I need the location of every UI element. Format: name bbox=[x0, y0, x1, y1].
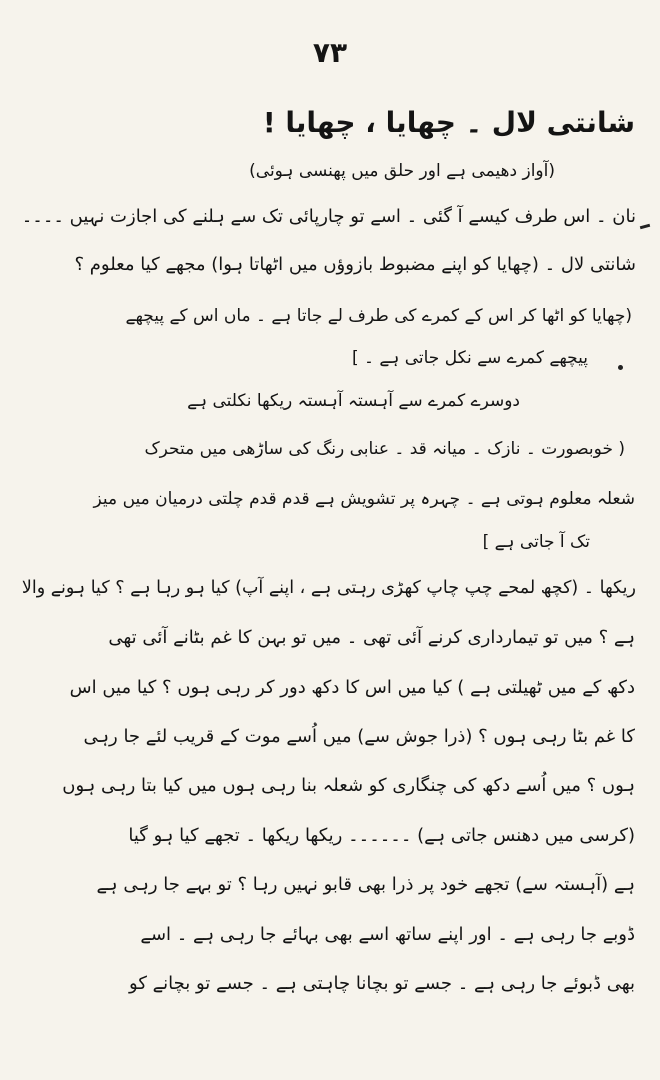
text-line-15: ہوں ؟ میں اُسے دکھ کی چنگاری کو شعلہ بنا رہی ہوں میں کیا بتا رہی ہوں bbox=[62, 775, 635, 796]
text-line-5: (چھایا کو اٹھا کر اس کے کمرے کی طرف لے جاتا ہے ۔ ماں اس کے پیچھے bbox=[125, 306, 632, 326]
text-line-3: نان ۔ اس طرف کیسے آ گئی ۔ اسے تو چارپائی تک سے ہلنے کی اجازت نہیں ۔۔۔۔ bbox=[21, 206, 636, 227]
text-line-9: شعلہ معلوم ہوتی ہے ۔ چہرہ پر تشویش ہے قدم قدم چلتی درمیان میں میز bbox=[93, 489, 635, 509]
text-line-8: ( خوبصورت ۔ نازک ۔ میانہ قد ۔ عنابی رنگ کی ساڑھی میں متحرک bbox=[144, 439, 625, 459]
text-line-6: پیچھے کمرے سے نکل جاتی ہے ۔ ] bbox=[351, 348, 588, 368]
text-line-4: شانتی لال ۔ (چھایا کو اپنے مضبوط بازوؤں میں اٹھاتا ہوا) مجھے کیا معلوم ؟ bbox=[74, 254, 636, 275]
text-line-2: (آواز دھیمی ہے اور حلق میں پھنسی ہوئی) bbox=[249, 161, 555, 181]
text-line-11: ریکھا ۔ (کچھ لمحے چپ چاپ کھڑی رہتی ہے ، اپنے آپ) کیا ہو رہا ہے ؟ کیا ہونے والا bbox=[21, 578, 636, 598]
text-line-17: ہے (آہستہ سے) تجھے خود پر ذرا بھی قابو نہیں رہا ؟ تو بہے جا رہی ہے bbox=[96, 874, 635, 895]
text-line-13: دکھ کے میں ٹھیلتی ہے ) کیا میں اس کا دکھ دور کر رہی ہوں ؟ کیا میں اس bbox=[69, 677, 635, 698]
text-line-18: ڈوبے جا رہی ہے ۔ اور اپنے ساتھ اسے بھی بہائے جا رہی ہے ۔ اسے bbox=[140, 924, 635, 945]
page-number: ۷۳ bbox=[312, 36, 348, 69]
text-line-7: دوسرے کمرے سے آہستہ آہستہ ریکھا نکلتی ہے bbox=[187, 391, 520, 411]
text-line-19: بھی ڈبوئے جا رہی ہے ۔ جسے تو بچانا چاہتی ہے ۔ جسے تو بچانے کو bbox=[129, 973, 635, 994]
text-line-12: ہے ؟ میں تو تیمارداری کرنے آئی تھی ۔ میں تو بہن کا غم بٹانے آئی تھی bbox=[108, 627, 635, 648]
text-line-14: کا غم بٹا رہی ہوں ؟ (ذرا جوش سے) میں اُسے موت کے قریب لئے جا رہی bbox=[83, 726, 635, 747]
margin-mark bbox=[640, 224, 650, 229]
text-line-1: شانتی لال ۔ چھایا ، چھایا ! bbox=[262, 106, 635, 139]
margin-dot bbox=[618, 365, 623, 370]
text-line-16: (کرسی میں دھنس جاتی ہے) ۔۔۔۔۔۔ ریکھا ریکھا ۔ تجھے کیا ہو گیا bbox=[128, 825, 635, 846]
text-line-10: تک آ جاتی ہے ] bbox=[482, 532, 590, 552]
